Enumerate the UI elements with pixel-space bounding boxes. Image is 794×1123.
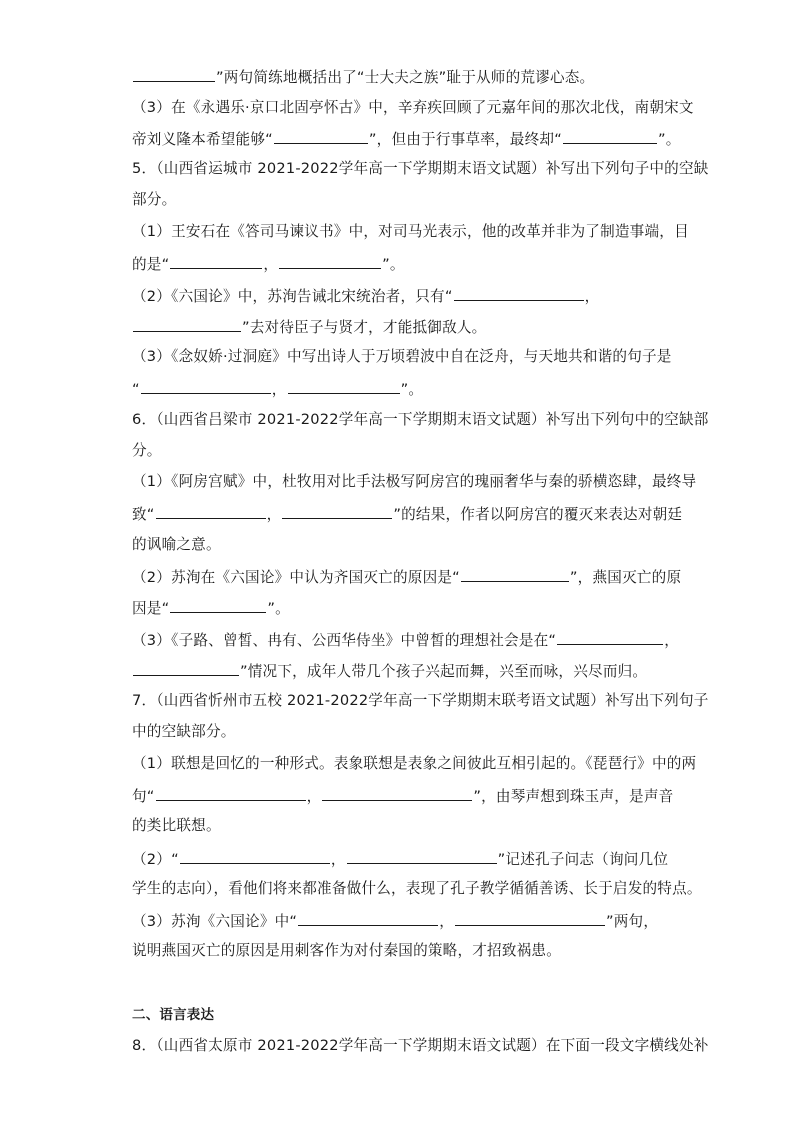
answer-blank [180, 848, 330, 864]
text-line: 因是“ ”。 [132, 597, 290, 619]
text-line: 学生的志向），看他们将来都准备做什么，表现了孔子教学循循善诱、长于启发的特点。 [132, 880, 702, 897]
text-line: 帝刘义隆本希望能够“ ”，但由于行事草率，最终却“ ”。 [132, 128, 681, 150]
text-line: 中的空缺部分。 [132, 723, 236, 740]
answer-blank [557, 629, 663, 645]
question-heading: 8．（山西省太原市 2021-2022学年高一下学期期末语文试题）在下面一段文字横线处补 [132, 1037, 709, 1054]
text-line: （1）联想是回忆的一种形式。表象联想是表象之间彼此互相引起的。《琵琶行》中的两 [132, 755, 697, 772]
answer-blank [133, 316, 241, 332]
answer-blank [133, 66, 215, 82]
text-line: 的类比联想。 [132, 817, 221, 834]
text-line: 说明燕国灭亡的原因是用刺客作为对付秦国的策略，才招致祸患。 [132, 942, 562, 959]
question-heading: 7．（山西省忻州市五校 2021-2022学年高一下学期期末联考语文试题）补写出下列句子 [132, 692, 709, 709]
text-line: 的讽喻之意。 [132, 536, 221, 553]
text-line: （2）《六国论》中，苏洵告诫北宋统治者，只有“ ， [132, 285, 599, 307]
text-line: （1）《阿房宫赋》中，杜牧用对比手法极写阿房宫的瑰丽奢华与秦的骄横恣肆，最终导 [132, 473, 697, 490]
answer-blank [274, 128, 368, 144]
answer-blank [454, 285, 584, 301]
text-line: ”情况下，成年人带几个孩子兴起而舞，兴至而咏，兴尽而归。 [132, 660, 647, 682]
text-line: ”去对待臣子与贤才，才能抵御敌人。 [132, 316, 486, 338]
text-line: 分。 [132, 442, 162, 459]
answer-blank [288, 378, 400, 394]
answer-blank [279, 253, 381, 269]
text-line: “ ， ”。 [132, 378, 423, 400]
text-line: 部分。 [132, 191, 177, 208]
text-line: （3）苏洵《六国论》中“ ， ”两句， [132, 910, 658, 932]
section-heading: 二、语言表达 [132, 1007, 215, 1023]
answer-blank [170, 253, 262, 269]
answer-blank [156, 785, 306, 801]
answer-blank [170, 597, 266, 613]
text-line: （2）苏洵在《六国论》中认为齐国灭亡的原因是“ ”，燕国灭亡的原 [132, 566, 681, 588]
answer-blank [347, 848, 497, 864]
text-line: ”两句简练地概括出了“士大夫之族”耻于从师的荒谬心态。 [132, 66, 594, 88]
text-line: （2）“ ， ”记述孔子问志（询问几位 [132, 848, 668, 870]
text-line: （3）《子路、曾皙、冉有、公西华侍坐》中曾皙的理想社会是在“ ， [132, 629, 679, 651]
text-line: （1）王安石在《答司马谏议书》中，对司马光表示，他的改革并非为了制造事端，目 [132, 223, 689, 240]
answer-blank [298, 910, 438, 926]
question-heading: 6．（山西省吕梁市 2021-2022学年高一下学期期末语文试题）补写出下列句中的空缺部 [132, 411, 709, 428]
text-line: 致“ ， ”的结果，作者以阿房宫的覆灭来表达对朝廷 [132, 503, 682, 525]
answer-blank [455, 910, 605, 926]
answer-blank [141, 378, 271, 394]
text-line: （3）《念奴娇·过洞庭》中写出诗人于万顷碧波中自在泛舟，与天地共和谐的句子是 [132, 348, 672, 365]
answer-blank [156, 503, 266, 519]
answer-blank [133, 660, 239, 676]
text-line: 句“ ， ”，由琴声想到珠玉声，是声音 [132, 785, 673, 807]
question-heading: 5．（山西省运城市 2021-2022学年高一下学期期末语文试题）补写出下列句子中的空缺 [132, 160, 709, 177]
answer-blank [322, 785, 472, 801]
text-line: （3）在《永遇乐·京口北固亭怀古》中，辛弃疾回顾了元嘉年间的那次北伐，南朝宋文 [132, 99, 694, 116]
text-line: 的是“ ， ”。 [132, 253, 405, 275]
answer-blank [461, 566, 569, 582]
answer-blank [563, 128, 657, 144]
answer-blank [282, 503, 392, 519]
